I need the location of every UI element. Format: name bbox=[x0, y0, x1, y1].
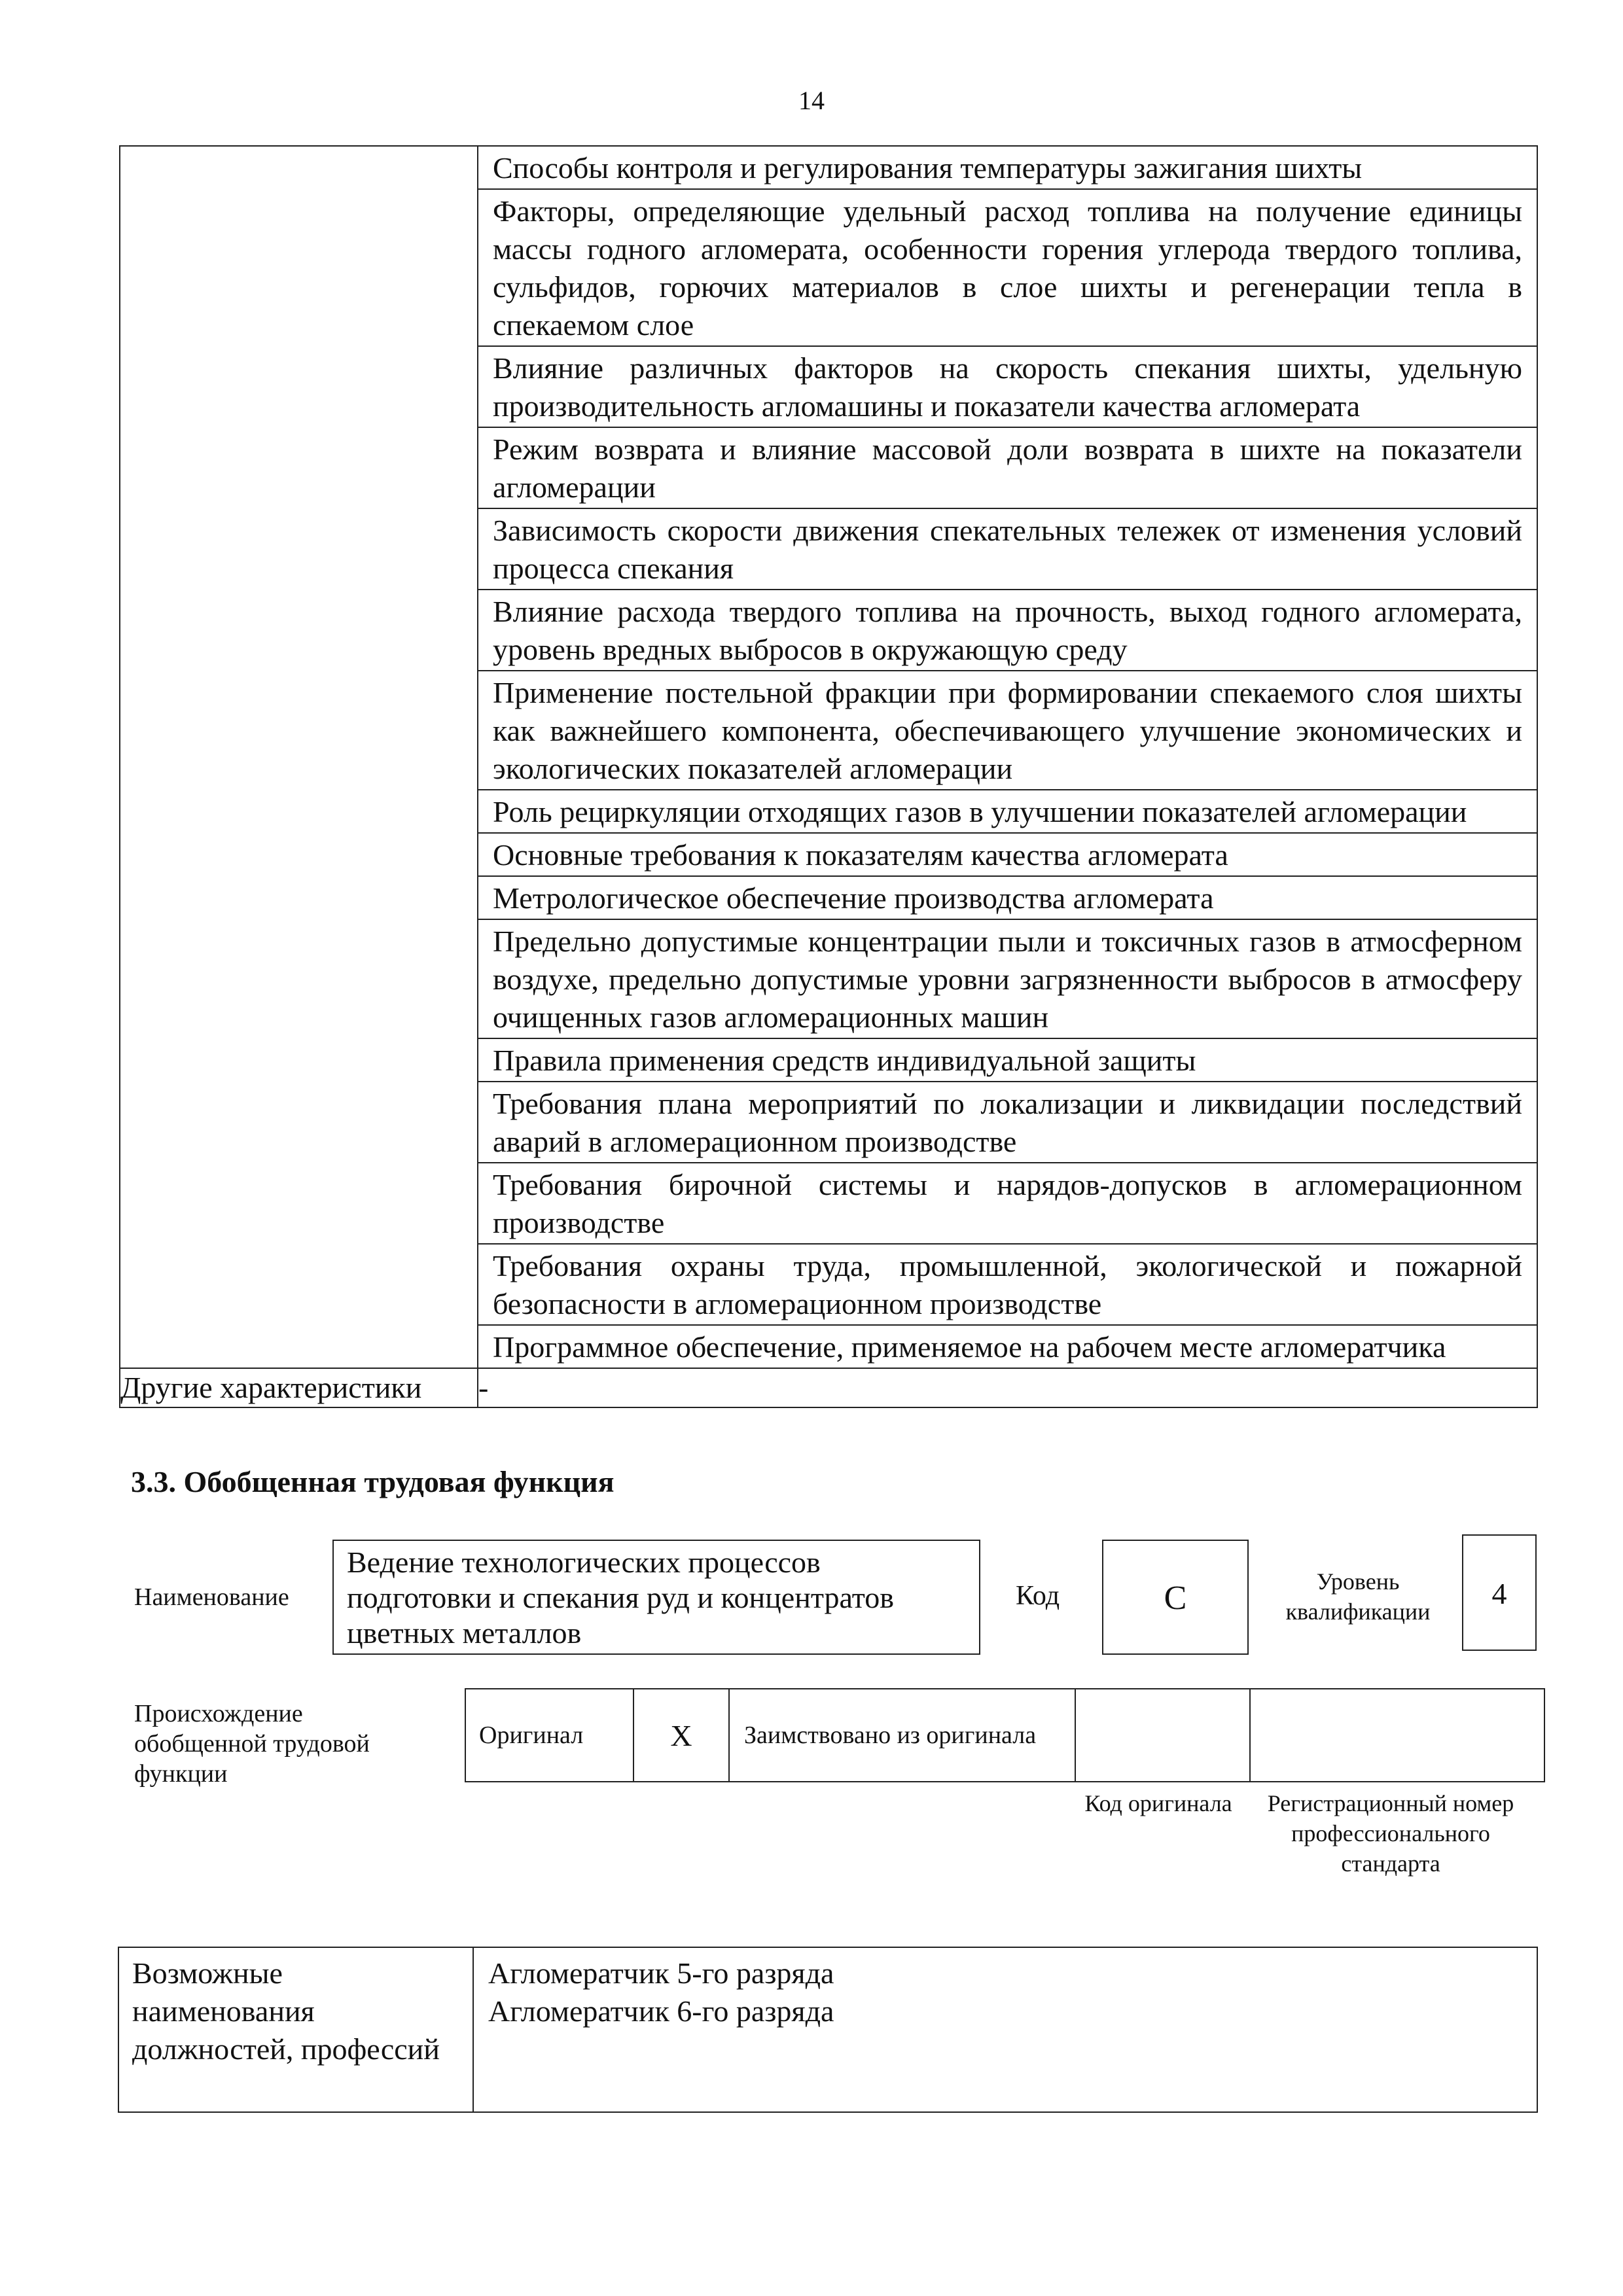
other-characteristics-value: - bbox=[478, 1368, 1537, 1407]
name-label: Наименование bbox=[134, 1583, 289, 1611]
job-item: Агломератчик 6-го разряда bbox=[488, 1994, 834, 2028]
knowledge-item: Применение постельной фракции при формировании спекаемого слоя шихты как важнейшего компонента, обеспечивающего улучшение экономических и экологических показателей агломерации bbox=[478, 671, 1537, 790]
knowledge-item: Режим возврата и влияние массовой доли возврата в шихте на показатели агломерации bbox=[478, 428, 1537, 509]
code-label: Код bbox=[1016, 1581, 1060, 1611]
knowledge-item: Требования охраны труда, промышленной, экологической и пожарной безопасности в агломерационном производстве bbox=[478, 1245, 1537, 1326]
knowledge-item: Правила применения средств индивидуальной защиты bbox=[478, 1039, 1537, 1082]
knowledge-item: Требования бирочной системы и нарядов-допусков в агломерационном производстве bbox=[478, 1163, 1537, 1245]
code-value: C bbox=[1102, 1540, 1249, 1655]
knowledge-item: Способы контроля и регулирования температуры зажигания шихты bbox=[478, 147, 1537, 190]
level-value: 4 bbox=[1462, 1534, 1537, 1651]
knowledge-item: Роль рециркуляции отходящих газов в улучшении показателей агломерации bbox=[478, 790, 1537, 834]
original-code-cell bbox=[1075, 1689, 1250, 1782]
knowledge-item: Метрологическое обеспечение производства агломерата bbox=[478, 877, 1537, 920]
job-item: Агломератчик 5-го разряда bbox=[488, 1956, 834, 1990]
page-number: 14 bbox=[798, 86, 825, 115]
knowledge-table-left-cell bbox=[120, 146, 478, 1368]
jobs-list bbox=[473, 1947, 1537, 2112]
level-label: Уровень квалификации bbox=[1285, 1568, 1431, 1625]
knowledge-item: Влияние различных факторов на скорость спекания шихты, удельную производительность агломашины и показатели качества агломерата bbox=[478, 347, 1537, 428]
code-caption: Код оригинала bbox=[1084, 1790, 1232, 1816]
name-value: Ведение технологических процессов подготовки и спекания руд и концентратов цветных металлов bbox=[332, 1540, 980, 1655]
registration-caption: Регистрационный номер профессионального стандарта bbox=[1267, 1790, 1514, 1877]
knowledge-list bbox=[478, 146, 1537, 1368]
origin-table bbox=[465, 1688, 1545, 1782]
knowledge-item: Предельно допустимые концентрации пыли и токсичных газов в атмосферном воздухе, предельно допустимые уровни загрязненности выбросов в атмосферу очищенных газов агломерационных машин bbox=[478, 920, 1537, 1039]
section-title: 3.3. Обобщенная трудовая функция bbox=[131, 1465, 615, 1498]
knowledge-item: Влияние расхода твердого топлива на прочность, выход годного агломерата, уровень вредных выбросов в окружающую среду bbox=[478, 590, 1537, 671]
origin-label: Происхождение обобщенной трудовой функции bbox=[134, 1700, 370, 1788]
borrowed-label: Заимствовано из оригинала bbox=[729, 1689, 1075, 1782]
other-characteristics-label: Другие характеристики bbox=[120, 1368, 478, 1407]
registration-number-cell bbox=[1250, 1689, 1544, 1782]
jobs-table bbox=[118, 1947, 1538, 2113]
knowledge-table bbox=[119, 145, 1538, 1408]
original-label: Оригинал bbox=[465, 1689, 633, 1782]
jobs-label: Возможные наименования должностей, профессий bbox=[118, 1947, 473, 2112]
knowledge-item: Требования плана мероприятий по локализации и ликвидации последствий аварий в агломерационном производстве bbox=[478, 1082, 1537, 1163]
knowledge-item: Основные требования к показателям качества агломерата bbox=[478, 834, 1537, 877]
original-mark: X bbox=[633, 1689, 729, 1782]
knowledge-item: Программное обеспечение, применяемое на рабочем месте агломератчика bbox=[493, 1330, 1446, 1364]
knowledge-item: Факторы, определяющие удельный расход топлива на получение единицы массы годного агломерата, особенности горения углерода твердого топлива, сульфидов, горючих материалов в слое шихты и регенерации тепла в спекаемом слое bbox=[478, 190, 1537, 347]
knowledge-item: Зависимость скорости движения спекательных тележек от изменения условий процесса спекания bbox=[478, 509, 1537, 590]
